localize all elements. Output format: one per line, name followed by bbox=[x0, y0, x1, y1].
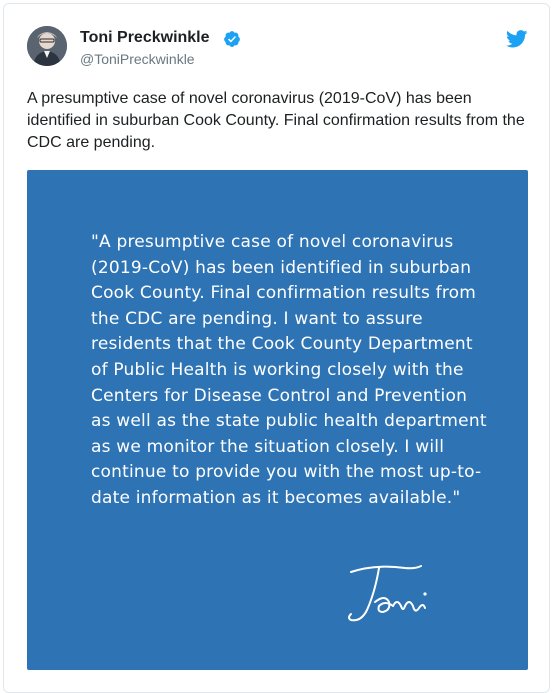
tweet-text: A presumptive case of novel coronavirus (2019-CoV) has been identified in suburban Cook County. Final confirmation results from the CDC are pending. bbox=[27, 90, 525, 151]
twitter-bird-icon[interactable] bbox=[506, 30, 528, 48]
quote-image[interactable] bbox=[27, 170, 528, 670]
avatar[interactable] bbox=[27, 26, 67, 66]
profile-photo bbox=[27, 26, 67, 66]
quote-text: "A presumptive case of novel coronavirus (2019-CoV) has been identified in suburban Cook County. Final confirmation results from the CDC are pending. I want to assure residents that the Cook County Department of Public Health is working closely with the Centers for Disease Control and Prevention as well as the state public health department as we monitor the situation closely. I will continue to provide you with the most up-to-date information as it becomes available." bbox=[91, 232, 487, 508]
author-handle[interactable]: @ToniPreckwinkle bbox=[80, 51, 195, 67]
signature bbox=[345, 562, 455, 632]
author-name[interactable]: Toni Preckwinkle bbox=[80, 29, 210, 46]
verified-badge-icon bbox=[223, 30, 241, 48]
